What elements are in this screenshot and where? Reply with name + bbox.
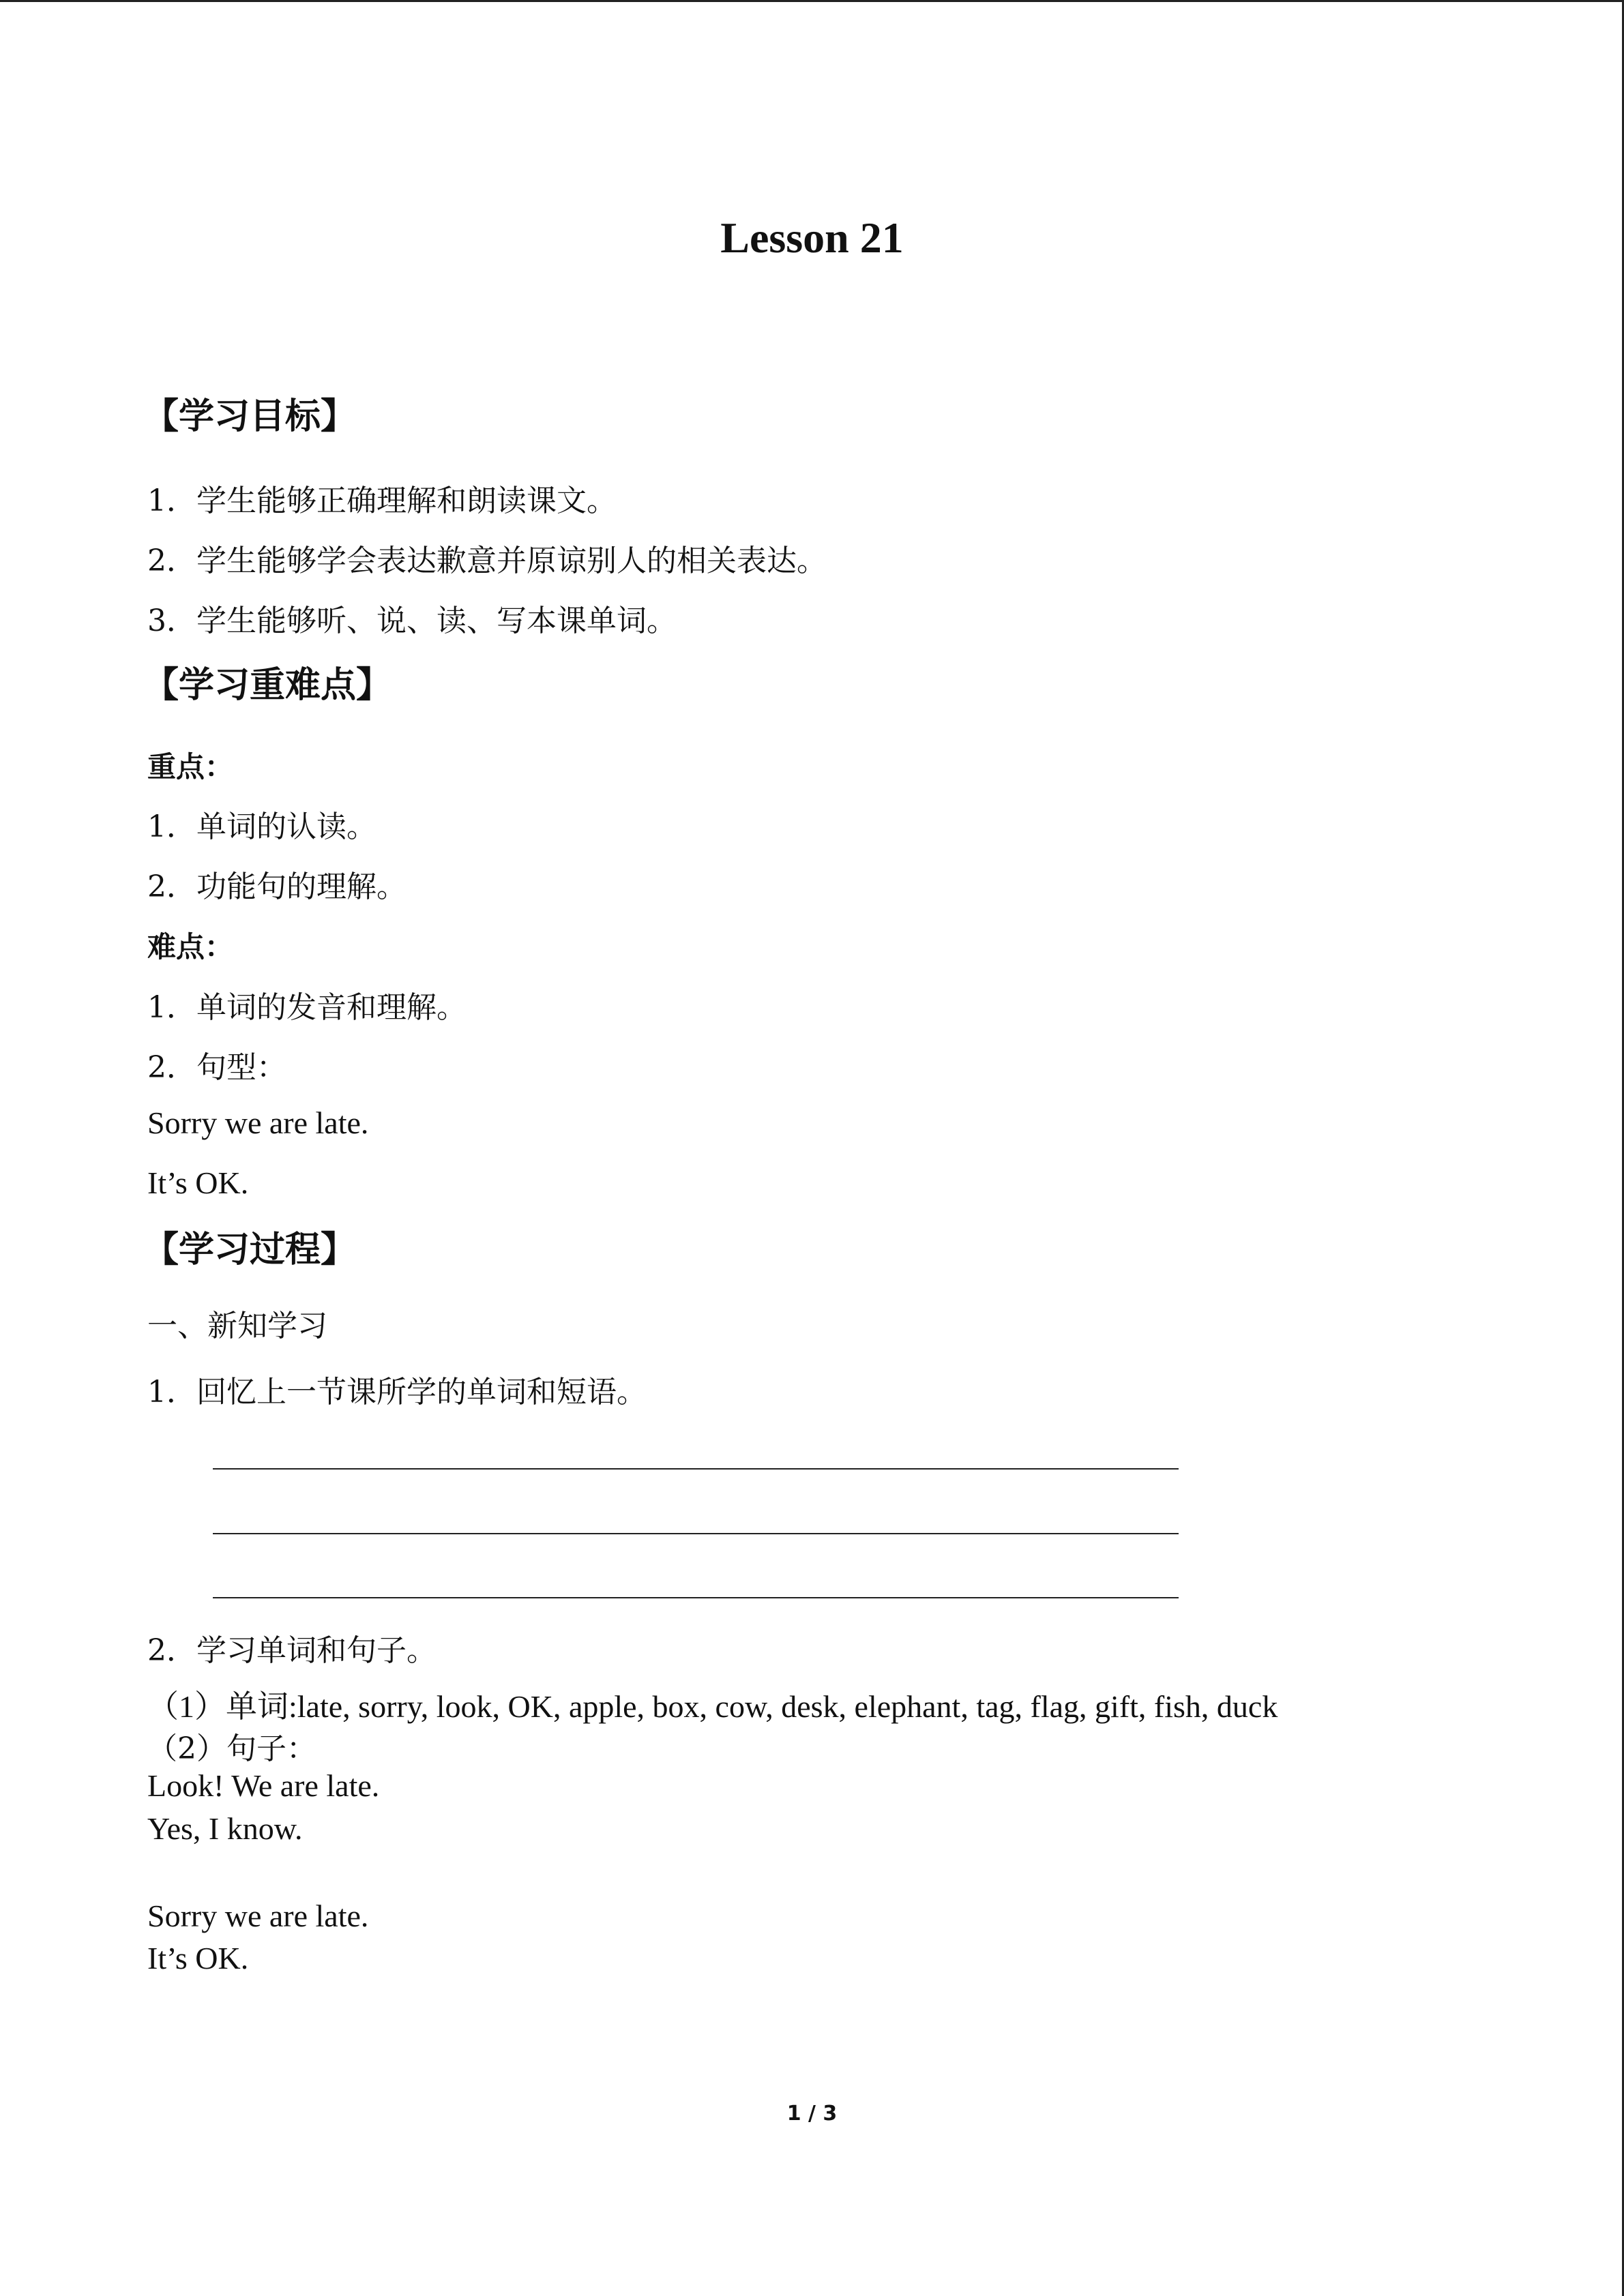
objective-item-2: 2．学生能够学会表达歉意并原谅别人的相关表达。 bbox=[147, 543, 827, 578]
dialogue-line-1: Look! We are late. bbox=[147, 1768, 380, 1803]
dialogue-line-2: Yes, I know. bbox=[147, 1811, 303, 1846]
key-points-heading: 【学习重难点】 bbox=[143, 665, 392, 706]
page-indicator: 1 / 3 bbox=[786, 2102, 838, 2126]
answer-line-1[interactable] bbox=[213, 1468, 1179, 1470]
difficulty-label: 难点： bbox=[147, 930, 234, 964]
objectives-heading: 【学习目标】 bbox=[143, 396, 357, 437]
process-heading: 【学习过程】 bbox=[143, 1229, 357, 1270]
page-title: Lesson 21 bbox=[720, 213, 904, 262]
answer-line-3[interactable] bbox=[213, 1597, 1179, 1598]
key-sentence-1: Sorry we are late. bbox=[147, 1105, 369, 1140]
focus-item-2: 2．功能句的理解。 bbox=[147, 869, 407, 904]
key-sentence-2: It’s OK. bbox=[147, 1165, 249, 1200]
difficulty-item-1: 1．单词的发音和理解。 bbox=[147, 990, 467, 1025]
dialogue-line-4: It’s OK. bbox=[147, 1941, 249, 1976]
vocabulary-list: （1）单词:late, sorry, look, OK, apple, box, cow, desk, elephant, tag, flag, gift, fish, duck bbox=[147, 1689, 1278, 1724]
sentences-label: （2）句子： bbox=[147, 1731, 316, 1766]
answer-line-2[interactable] bbox=[213, 1533, 1179, 1534]
dialogue-line-3: Sorry we are late. bbox=[147, 1898, 369, 1933]
focus-label: 重点： bbox=[147, 750, 234, 784]
step-2: 2．学习单词和句子。 bbox=[147, 1633, 437, 1668]
objective-item-3: 3．学生能够听、说、读、写本课单词。 bbox=[147, 603, 677, 638]
step-1: 1．回忆上一节课所学的单词和短语。 bbox=[147, 1375, 647, 1410]
focus-item-1: 1．单词的认读。 bbox=[147, 809, 377, 844]
difficulty-item-2: 2．句型： bbox=[147, 1050, 286, 1085]
part-one-label: 一、新知学习 bbox=[147, 1309, 327, 1343]
objective-item-1: 1．学生能够正确理解和朗读课文。 bbox=[147, 483, 617, 518]
